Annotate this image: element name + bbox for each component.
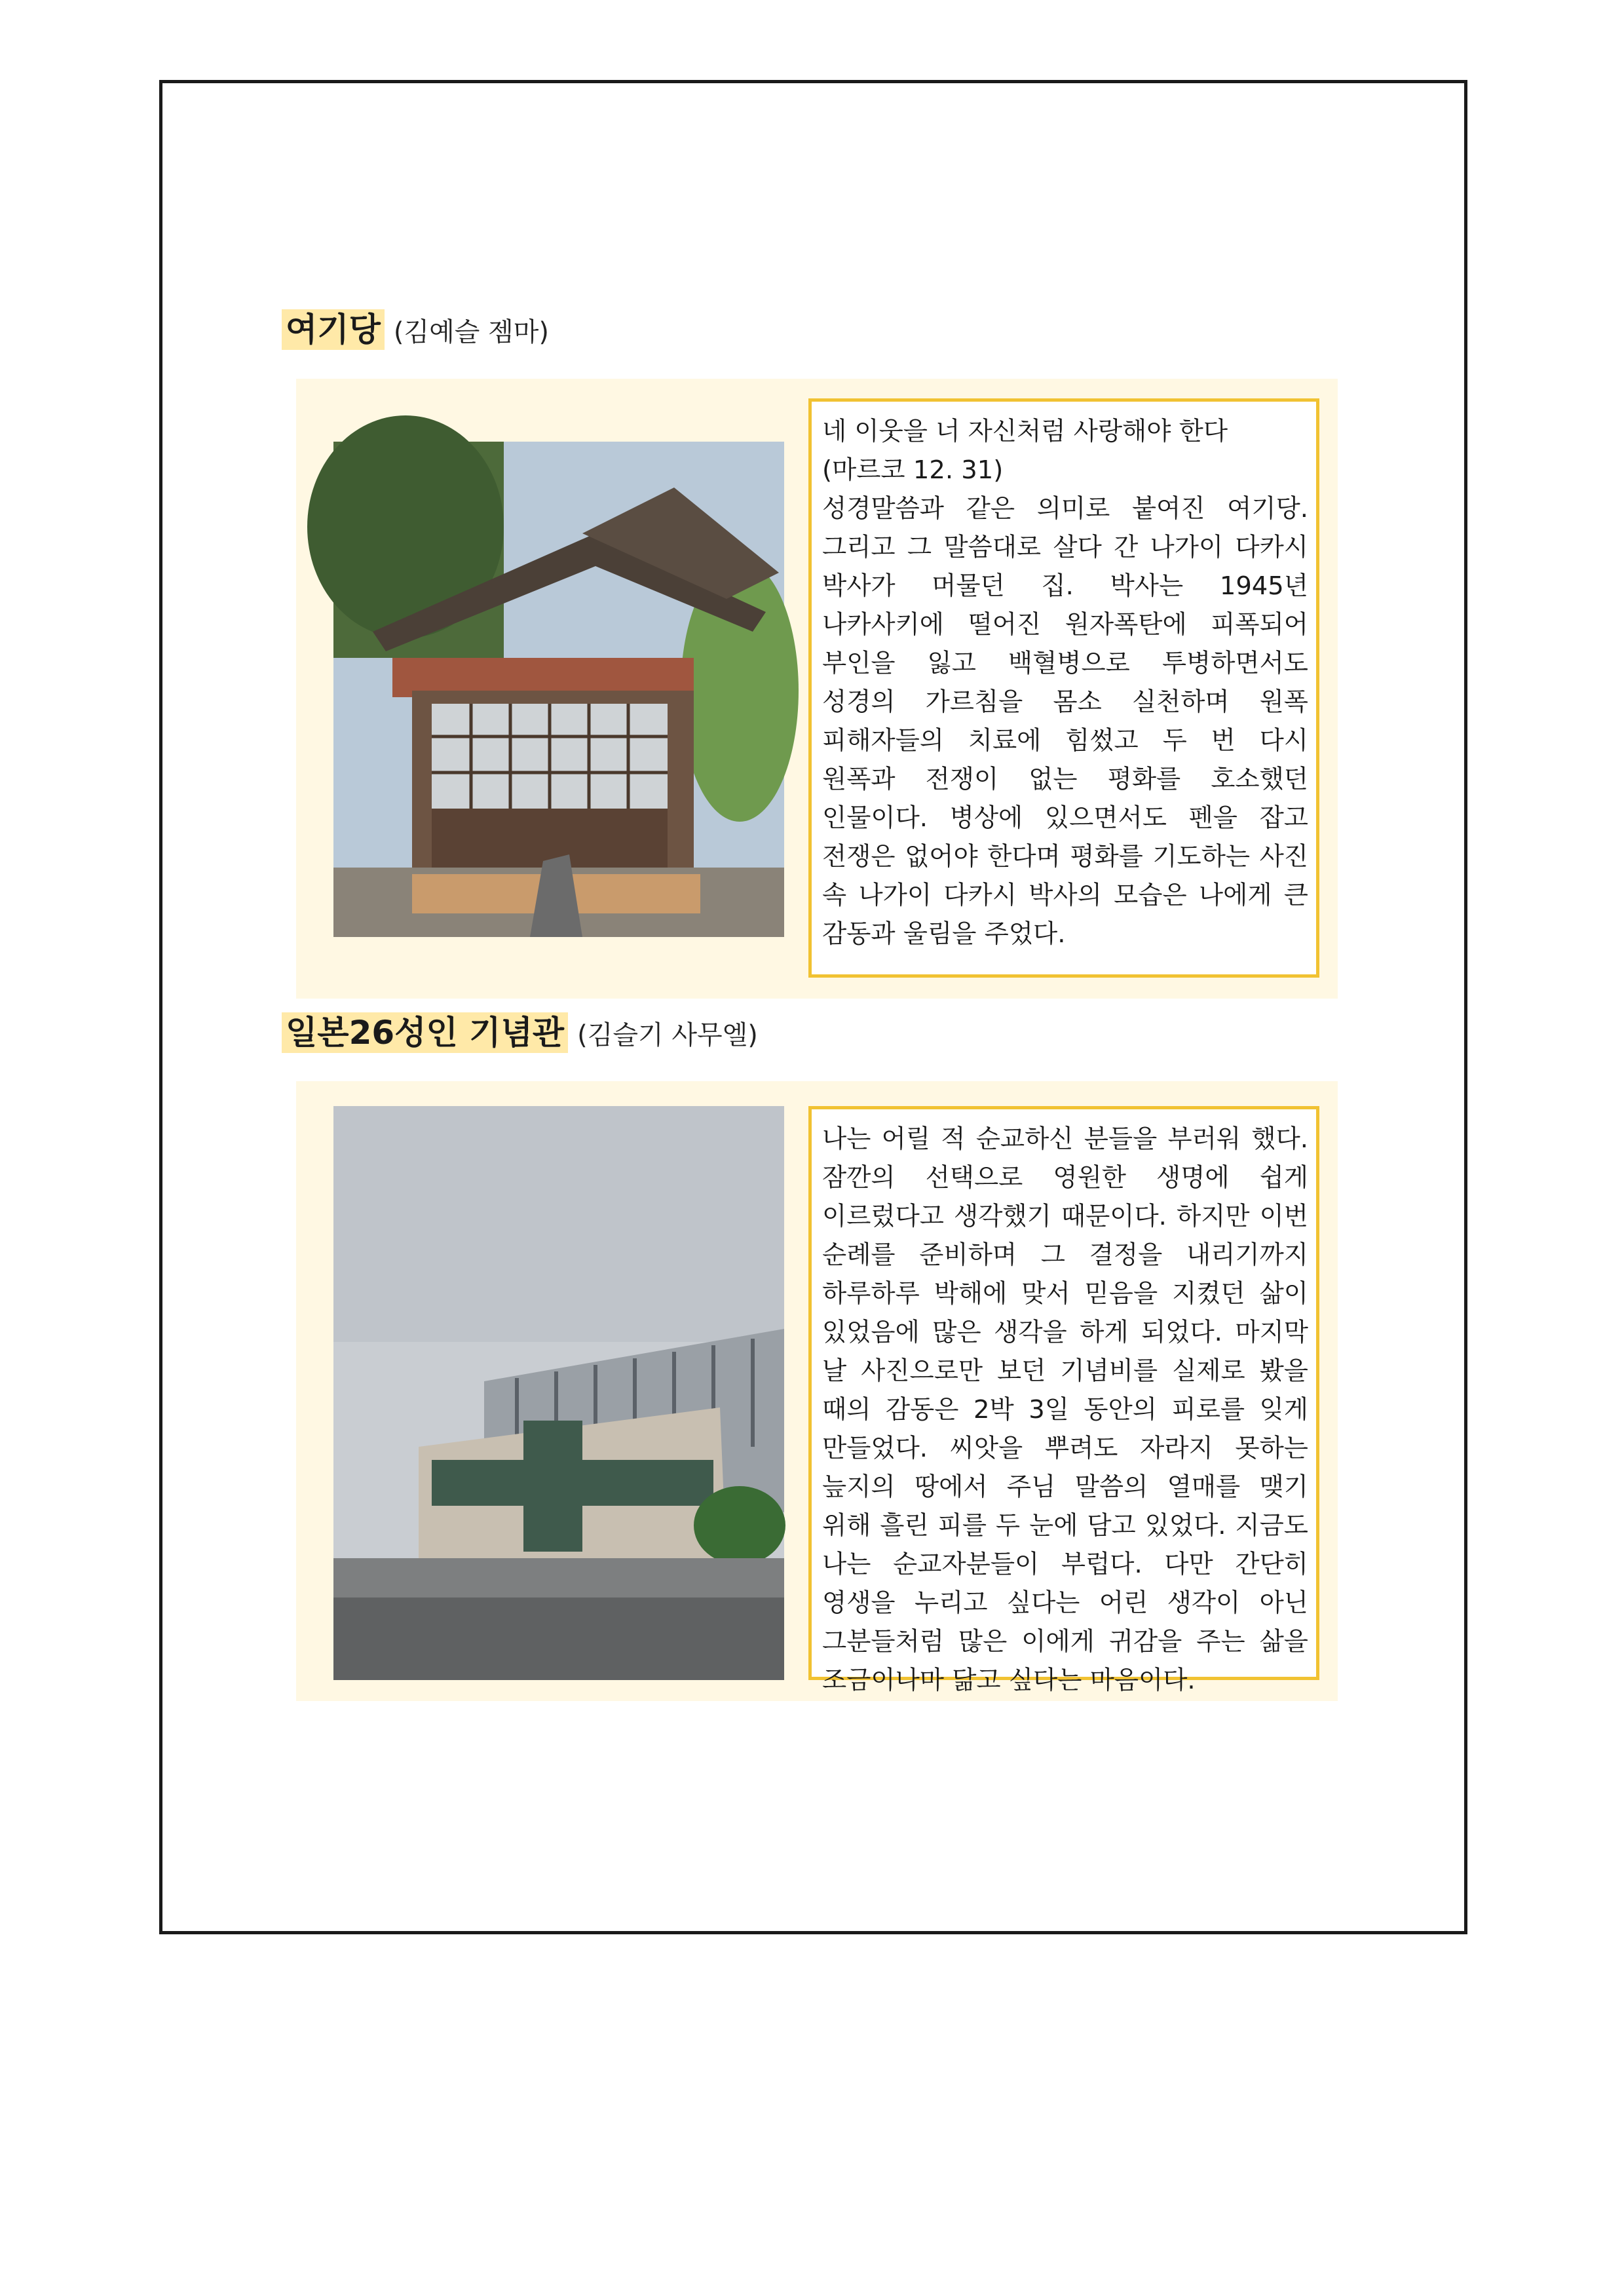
text-paragraph: 나는 어릴 적 순교하신 분들을 부러워 했다. 잠깐의 선택으로 영원한 생명에 쉽게 이르렀다고 생각했기 때문이다. 하지만 이번 순례를 준비하며 그 결정을 내리기까지 하루하루 박해에 맞서 믿음을 지켰던 삶이 있었음에 많은 생각을 하게 되었다. 마지막 날 사진으로만 보던 기념비를 실제로 봤을 때의 감동은 2박 3일 동안의 피로를 잊게 만들었다. 씨앗을 뿌려도 자라지 못하는 늪지의 땅에서 주님 말씀의 열매를 맺기 위해 흘린 피를 두 눈에 담고 있었다. 지금도 나는 순교자분들이 부럽다. 다만 간단히 영생을 누리고 싶다는 어린 생각이 아닌 그분들처럼 많은 이에게 귀감을 주는 삶을 조금이나마 닮고 싶다는 마음이다. (822, 1124, 1308, 1695)
section-title: 여기당 (282, 309, 385, 350)
section-panel-yeogidang (296, 379, 1338, 999)
section-heading-yeogidang (282, 309, 549, 350)
text-line: 네 이웃을 너 자신처럼 사랑해야 한다 (822, 417, 1228, 446)
memorial-building-photo (333, 1106, 784, 1680)
section-author: (김슬기 사무엘) (577, 1020, 758, 1050)
section-panel-26-saints (296, 1081, 1338, 1701)
section-text-box (808, 398, 1319, 978)
section-text-box (808, 1106, 1319, 1695)
section-author: (김예슬 젬마) (393, 317, 550, 347)
text-line: (마르코 12. 31) (822, 455, 1004, 485)
wooden-house-photo (333, 442, 784, 937)
section-heading-26-saints (282, 1012, 758, 1053)
text-paragraph: 성경말씀과 같은 의미로 붙여진 여기당. 그리고 그 말씀대로 살다 간 나가이 다카시 박사가 머물던 집. 박사는 1945년 나카사키에 떨어진 원자폭탄에 피폭되어 부인을 잃고 백혈병으로 투병하면서도 성경의 가르침을 몸소 실천하며 원폭 피해자들의 치료에 힘썼고 두 번 다시 원폭과 전쟁이 없는 평화를 호소했던 인물이다. 병상에 있으면서도 펜을 잡고 전쟁은 없어야 한다며 평화를 기도하는 사진 속 나가이 다카시 박사의 모습은 나에게 큰 감동과 울림을 주었다. (822, 494, 1308, 949)
section-title: 일본26성인 기념관 (282, 1012, 568, 1053)
